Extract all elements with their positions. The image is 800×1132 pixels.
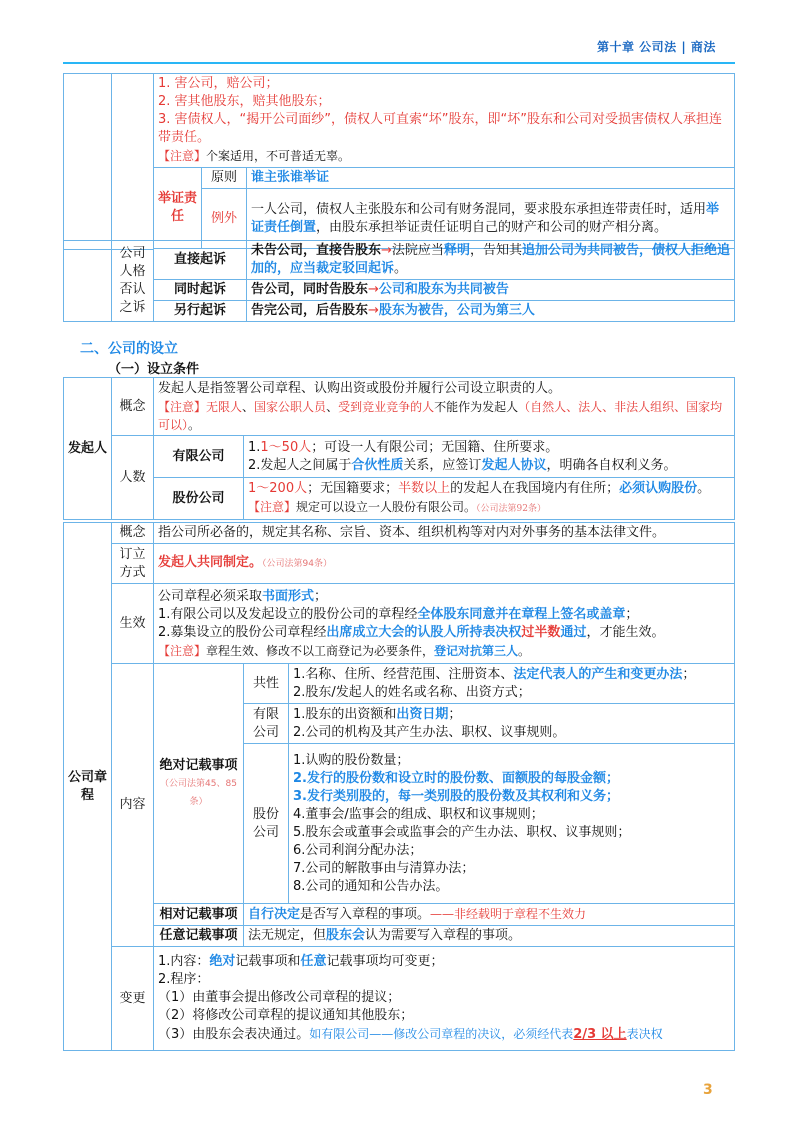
jsc-content-text: 1.认购的股份数量； 2.发行的股份数和设立时的股份数、面额股的每股金额； 3.发行类别股的，每一类别股的股份数及其权利和义务； 4.董事会/监事会的组成、职权和议事规则； 5.股东会或董事会或监事会的产生办法、职权、议事规则； 6.公司利润分配办法； 7.公司的解散事由与清算办法； 8.公司的通知和公告办法。 — [289, 744, 735, 904]
effect-text: 公司章程必须采取书面形式； 1.有限公司以及发起设立的股份公司的章程经全体股东同意并在章程上签名或盖章； 2.募集设立的股份公司章程经出席成立大会的认股人所持表决权过半数通过，才能生效。 【注意】章程生效、修改不以工商登记为必要条件，登记对抗第三人。 — [154, 584, 735, 664]
note-tag: 【注意】 — [158, 149, 207, 163]
piercing-veil-table — [63, 73, 735, 250]
founder-concept-label: 概念 — [112, 378, 154, 436]
exception-text: 一人公司，债权人主张股东和公司有财务混同，要求股东承担连带责任时，适用举证责任倒置，由股东承担举证责任证明自己的财产和公司的财产相分离。 — [247, 189, 735, 249]
founder-concept: 发起人是指签署公司章程、认购出资或股份并履行公司设立职责的人。 【注意】无限人、国家公职人员、受到竞业竞争的人不能作为发起人（自然人、法人、非法人组织、国家均可以）。 — [154, 378, 735, 436]
common-label: 共性 — [244, 664, 289, 704]
direct-text: 未告公司，直接告股东→法院应当释明，告知其追加公司为共同被告，债权人拒绝追加的，应当裁定驳回起诉。 — [247, 241, 735, 280]
founder-table — [63, 377, 735, 520]
jsc-content-label: 股份公司 — [244, 744, 289, 904]
content-label: 内容 — [112, 664, 154, 947]
principle-text: 谁主张谁举证 — [247, 168, 735, 189]
blank-cell-2 — [112, 74, 154, 250]
llc-count-label: 有限公司 — [154, 436, 244, 478]
page-header: 第十章 公司法 | 商法 — [597, 40, 716, 54]
principle-label: 原则 — [202, 168, 247, 189]
case-note: 个案适用，不可普适无辜。 — [206, 149, 351, 163]
header-divider — [63, 62, 735, 64]
case-line-2: 2. 害其他股东，赔其他股东； — [158, 94, 331, 109]
liability-cell — [154, 74, 735, 168]
jsc-count-text: 1～200人；无国籍要求；半数以上的发起人在我国境内有住所；必须认购股份。 【注意】规定可以设立一人股份有限公司。（公司法第92条） — [244, 478, 735, 520]
subsection-title: （一）设立条件 — [108, 362, 200, 377]
relative-label: 相对记载事项 — [154, 904, 244, 926]
burden-label: 举证责任 — [154, 168, 202, 249]
count-label: 人数 — [112, 436, 154, 520]
jsc-count-label: 股份公司 — [154, 478, 244, 520]
same-label: 同时起诉 — [154, 280, 247, 301]
charter-table — [63, 522, 735, 1051]
blank-cell — [64, 74, 112, 250]
method-text: 发起人共同制定。（公司法第94条） — [154, 544, 735, 584]
separate-label: 另行起诉 — [154, 301, 247, 322]
separate-text: 告完公司，后告股东→股东为被告，公司为第三人 — [247, 301, 735, 322]
method-label: 订立方式 — [112, 544, 154, 584]
section-title: 二、公司的设立 — [80, 341, 178, 357]
absolute-label: 绝对记载事项 （公司法第45、85条） — [154, 664, 244, 904]
founder-label: 发起人 — [64, 378, 112, 520]
suit-table — [63, 240, 735, 322]
effect-label: 生效 — [112, 584, 154, 664]
change-label: 变更 — [112, 947, 154, 1051]
charter-label: 公司章程 — [64, 523, 112, 1051]
page-number: 3 — [703, 1082, 713, 1098]
relative-text: 自行决定是否写入章程的事项。——非经载明于章程不生效力 — [244, 904, 735, 926]
same-text: 告公司，同时告股东→公司和股东为共同被告 — [247, 280, 735, 301]
change-text: 1.内容：绝对记载事项和任意记载事项均可变更； 2.程序： （1）由董事会提出修改公司章程的提议； （2）将修改公司章程的提议通知其他股东； （3）由股东会表决通过。如有限公司——修改公司章程的决议，必须经代表2/3 以上表决权 — [154, 947, 735, 1051]
case-line-3: 3. 害债权人，“揭开公司面纱”，债权人可直索“坏”股东，即“坏”股东和公司对受损害债权人承担连带责任。 — [158, 112, 722, 145]
charter-concept-label: 概念 — [112, 523, 154, 544]
llc-content-text: 1.股东的出资额和出资日期； 2.公司的机构及其产生办法、职权、议事规则。 — [289, 704, 735, 744]
exception-label: 例外 — [202, 189, 247, 249]
optional-label: 任意记载事项 — [154, 926, 244, 947]
llc-content-label: 有限公司 — [244, 704, 289, 744]
optional-text: 法无规定，但股东会认为需要写入章程的事项。 — [244, 926, 735, 947]
suit-label: 公司人格否认之诉 — [112, 241, 154, 322]
charter-concept: 指公司所必备的，规定其名称、宗旨、资本、组织机构等对内对外事务的基本法律文件。 — [154, 523, 735, 544]
direct-label: 直接起诉 — [154, 241, 247, 280]
case-line-1: 1. 害公司，赔公司； — [158, 76, 279, 91]
llc-count-text: 1.1～50人；可设一人有限公司；无国籍、住所要求。 2.发起人之间属于合伙性质关系，应签订发起人协议，明确各自权利义务。 — [244, 436, 735, 478]
common-text: 1.名称、住所、经营范围、注册资本、法定代表人的产生和变更办法； 2.股东/发起人的姓名或名称、出资方式； — [289, 664, 735, 704]
